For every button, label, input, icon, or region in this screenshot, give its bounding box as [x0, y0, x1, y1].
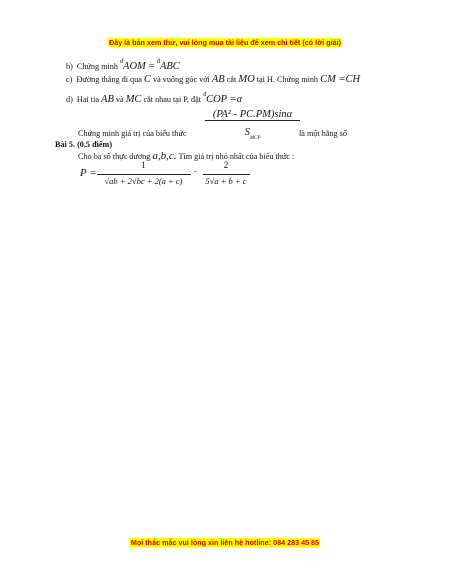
item-c-text-3: cắt [226, 75, 237, 84]
preview-notice-text: Đây là bản xem thử, vui lòng mua tài liệu để xem chi tiết (có lời giải) [109, 38, 341, 47]
bai5-title: Bài 5. (0,5 điểm) [55, 140, 113, 149]
formula-frac1-bar [97, 174, 191, 175]
item-b [66, 59, 180, 72]
item-c-math-1: C [143, 74, 151, 85]
item-d-text-1: Hai tia [76, 95, 99, 104]
formula-frac1-denominator: √ab + 2√bc + 2(a + c) [104, 176, 183, 186]
item-b-marker: b) [66, 62, 73, 71]
item-d-text-3: cắt nhau tại P, đặt [143, 95, 202, 104]
formula-frac1-numerator: 1 [141, 160, 146, 170]
item-c-math-2: AB [211, 74, 225, 85]
item-c-text-4: tại H. Chứng minh [256, 75, 319, 84]
angle-glyph-2: đ [156, 59, 160, 65]
formula-minus: - [194, 167, 197, 176]
item-b-text: Chứng minh [76, 62, 118, 71]
item-c [66, 74, 360, 85]
expression-fraction-bar [205, 120, 300, 121]
item-d-text-6: là một hằng số [299, 129, 347, 138]
formula-frac2-bar [203, 174, 250, 175]
item-b-math-2: ABC [159, 61, 180, 72]
item-c-math-3: MO [238, 74, 255, 85]
angle-glyph-3: đ [203, 92, 207, 98]
hotline-text: Mọi thắc mắc vui lòng xin liên hệ hotline: 084 283 45 85 [130, 538, 320, 547]
item-d-text-5: Chứng minh giá trị của biểu thức [78, 129, 187, 138]
item-c-marker: c) [66, 75, 73, 84]
item-d-math-2: MC [125, 94, 142, 105]
preview-notice-banner [0, 38, 450, 47]
item-c-text-1: Đường thẳng đi qua [76, 75, 142, 84]
item-d-math-1: AB [101, 94, 114, 105]
item-d-marker: d) [66, 95, 73, 104]
item-d-text-2: và [115, 95, 124, 104]
hotline-banner [0, 538, 450, 547]
item-b-eq: = [147, 61, 155, 72]
expression-denominator: $S_{MCP}$ [244, 127, 261, 142]
bai5-text-2: Tìm giá trị nhỏ nhất của biểu thức : [178, 152, 295, 161]
item-c-text-2: và vuông góc với [152, 75, 210, 84]
expression-denominator-sub: MCP [249, 136, 261, 142]
item-d-math-3: COP =α [206, 94, 243, 105]
formula-lhs: P = [80, 167, 97, 179]
formula-frac2-denominator: 5√a + b + c [205, 176, 247, 186]
expression-numerator: (PA² - PC.PM)sinα [212, 109, 293, 120]
bai5-text-1: Cho ba số thực dương [78, 152, 151, 161]
angle-glyph-1: đ [120, 59, 124, 65]
item-c-math-4: CM =CH [320, 74, 361, 85]
item-d-statement-end [299, 129, 347, 138]
bai5-variables: a,b,c. [152, 150, 177, 162]
item-b-math-1: AOM [123, 61, 146, 72]
item-d-statement [78, 129, 186, 138]
formula-frac2-numerator: 2 [223, 160, 229, 170]
